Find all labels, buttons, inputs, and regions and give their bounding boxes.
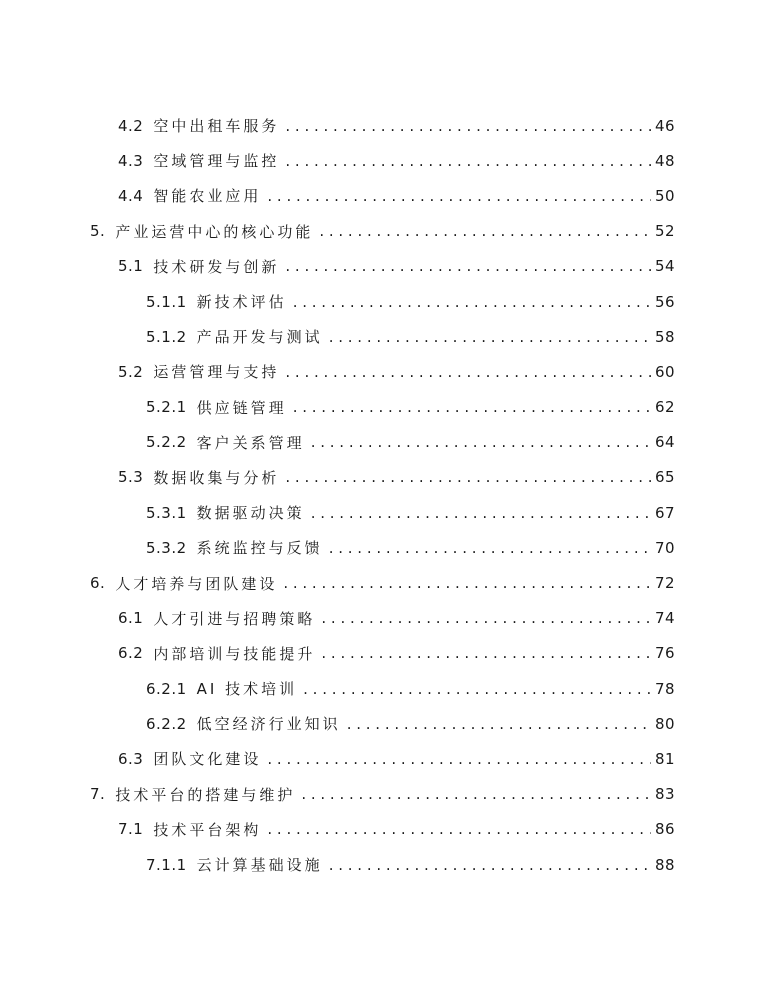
toc-entry-number: 5.1.2 <box>146 327 187 346</box>
toc-entry[interactable] <box>0 741 765 776</box>
toc-entry-line[interactable] <box>118 748 675 769</box>
toc-entry-page-number: 65 <box>655 468 676 487</box>
toc-entry[interactable] <box>0 354 765 389</box>
dot-leader <box>267 820 651 838</box>
dot-leader <box>311 504 651 522</box>
toc-entry-page-number: 48 <box>655 151 676 170</box>
toc-entry-title: 技术平台架构 <box>153 820 262 839</box>
toc-entry[interactable] <box>0 249 765 284</box>
dot-leader <box>285 363 651 381</box>
toc-entry-line[interactable] <box>118 608 675 629</box>
toc-entry-number: 6.1 <box>118 609 144 628</box>
toc-entry[interactable] <box>0 706 765 741</box>
toc-entry-page-number: 81 <box>655 749 676 768</box>
dot-leader <box>285 117 651 135</box>
toc-entry-line[interactable] <box>146 432 675 453</box>
toc-entry-title: 技术平台的搭建与维护 <box>115 785 296 804</box>
toc-entry[interactable] <box>0 636 765 671</box>
toc-entry-line[interactable] <box>146 502 675 523</box>
toc-entry[interactable] <box>0 847 765 882</box>
toc-entry-title: 客户关系管理 <box>196 433 305 452</box>
dot-leader <box>285 257 651 275</box>
toc-entry-title: 产业运营中心的核心功能 <box>115 222 314 241</box>
toc-entry-line[interactable] <box>118 256 675 277</box>
toc-entry-title: 供应链管理 <box>196 398 287 417</box>
toc-entry-page-number: 72 <box>655 574 676 593</box>
toc-entry-line[interactable] <box>118 361 675 382</box>
toc-entry[interactable] <box>0 777 765 812</box>
toc-entry-number: 4.4 <box>118 186 144 205</box>
toc-entry-page-number: 50 <box>655 186 676 205</box>
dot-leader <box>329 856 651 874</box>
toc-entry-line[interactable] <box>118 115 675 136</box>
toc-entry[interactable] <box>0 671 765 706</box>
dot-leader <box>285 152 651 170</box>
toc-entry-page-number: 67 <box>655 503 676 522</box>
toc-entry-number: 5.3.2 <box>146 538 187 557</box>
toc-entry-title: 运营管理与支持 <box>153 363 280 382</box>
toc-entry-title: 技术研发与创新 <box>153 257 280 276</box>
toc-entry-title: 系统监控与反馈 <box>196 539 323 558</box>
dot-leader <box>329 328 651 346</box>
dot-leader <box>347 715 651 733</box>
toc-entry-title: 数据收集与分析 <box>153 468 280 487</box>
dot-leader <box>319 222 651 240</box>
dot-leader <box>301 785 651 803</box>
toc-entry-number: 4.2 <box>118 116 144 135</box>
toc-entry-line[interactable] <box>146 537 675 558</box>
toc-entry-page-number: 60 <box>655 362 676 381</box>
toc-entry-title: 内部培训与技能提升 <box>153 644 316 663</box>
dot-leader <box>303 680 651 698</box>
toc-entry[interactable] <box>0 460 765 495</box>
toc-entry-line[interactable] <box>146 326 675 347</box>
dot-leader <box>293 398 651 416</box>
toc-entry[interactable] <box>0 108 765 143</box>
toc-entry-number: 6.2.2 <box>146 714 187 733</box>
toc-entry-number: 7.1 <box>118 820 144 839</box>
toc-entry[interactable] <box>0 214 765 249</box>
dot-leader <box>267 750 651 768</box>
toc-entry-line[interactable] <box>118 819 675 840</box>
toc-entry-number: 7. <box>90 785 106 804</box>
toc-entry-line[interactable] <box>146 397 675 418</box>
toc-entry[interactable] <box>0 143 765 178</box>
toc-entry-number: 5.2 <box>118 362 144 381</box>
toc-entry-number: 6.3 <box>118 749 144 768</box>
toc-entry-title: 新技术评估 <box>196 293 287 312</box>
toc-entry[interactable] <box>0 530 765 565</box>
toc-entry-number: 5.3 <box>118 468 144 487</box>
toc-entry-number: 5.2.1 <box>146 398 187 417</box>
toc-entry-line[interactable] <box>146 291 675 312</box>
dot-leader <box>329 539 651 557</box>
toc-entry[interactable] <box>0 178 765 213</box>
dot-leader <box>283 574 651 592</box>
dot-leader <box>293 293 651 311</box>
toc-entry-page-number: 76 <box>655 644 676 663</box>
dot-leader <box>285 468 651 486</box>
toc-entry-line[interactable] <box>118 150 675 171</box>
toc-entry-number: 5.3.1 <box>146 503 187 522</box>
toc-entry-page-number: 56 <box>655 292 676 311</box>
toc-entry-page-number: 83 <box>655 785 676 804</box>
dot-leader <box>267 187 651 205</box>
toc-entry-title: 空中出租车服务 <box>153 117 280 136</box>
toc-entry-page-number: 54 <box>655 257 676 276</box>
toc-entry[interactable] <box>0 495 765 530</box>
toc-entry-page-number: 74 <box>655 609 676 628</box>
toc-entry[interactable] <box>0 390 765 425</box>
dot-leader <box>311 433 651 451</box>
toc-entry-line[interactable] <box>146 854 675 875</box>
dot-leader <box>321 644 651 662</box>
toc-entry[interactable] <box>0 425 765 460</box>
toc-entry-title: 空域管理与监控 <box>153 152 280 171</box>
toc-entry-number: 7.1.1 <box>146 855 187 874</box>
toc-entry-page-number: 52 <box>655 222 676 241</box>
dot-leader <box>321 609 651 627</box>
toc-entry-line[interactable] <box>146 678 675 699</box>
toc-entry-page-number: 86 <box>655 820 676 839</box>
toc-entry[interactable] <box>0 284 765 319</box>
toc-entry-line[interactable] <box>118 467 675 488</box>
toc-entry-line[interactable] <box>118 643 675 664</box>
toc-entry[interactable] <box>0 319 765 354</box>
toc-entry-title: 人才培养与团队建设 <box>115 574 278 593</box>
toc-entry[interactable] <box>0 601 765 636</box>
toc-entry-title: 产品开发与测试 <box>196 328 323 347</box>
toc-entry-page-number: 62 <box>655 398 676 417</box>
toc-entry[interactable] <box>0 812 765 847</box>
toc-entry-number: 5.1.1 <box>146 292 187 311</box>
toc-entry-number: 5.2.2 <box>146 433 187 452</box>
toc-entry-line[interactable] <box>118 185 675 206</box>
toc-entry-page-number: 46 <box>655 116 676 135</box>
toc-entry-line[interactable] <box>90 573 676 594</box>
toc-entry-title: 智能农业应用 <box>153 187 262 206</box>
toc-entry-title: 云计算基础设施 <box>196 856 323 875</box>
toc-entry-title: AI 技术培训 <box>196 680 298 699</box>
toc-entry-line[interactable] <box>90 784 676 805</box>
toc-entry-title: 人才引进与招聘策略 <box>153 609 316 628</box>
toc-entry-title: 数据驱动决策 <box>196 504 305 523</box>
toc-entry-page-number: 64 <box>655 433 676 452</box>
toc-entry-number: 6.2 <box>118 644 144 663</box>
toc-entry-line[interactable] <box>146 713 675 734</box>
toc-entry[interactable] <box>0 565 765 600</box>
table-of-contents <box>0 108 765 882</box>
toc-entry-page-number: 80 <box>655 714 676 733</box>
toc-entry-page-number: 88 <box>655 855 676 874</box>
toc-entry-number: 5.1 <box>118 257 144 276</box>
toc-entry-title: 团队文化建设 <box>153 750 262 769</box>
toc-entry-page-number: 70 <box>655 538 676 557</box>
toc-entry-page-number: 78 <box>655 679 676 698</box>
toc-entry-page-number: 58 <box>655 327 676 346</box>
toc-entry-title: 低空经济行业知识 <box>196 715 341 734</box>
toc-entry-number: 6.2.1 <box>146 679 187 698</box>
toc-entry-number: 6. <box>90 574 106 593</box>
toc-entry-number: 5. <box>90 222 106 241</box>
toc-entry-number: 4.3 <box>118 151 144 170</box>
toc-entry-line[interactable] <box>90 221 676 242</box>
